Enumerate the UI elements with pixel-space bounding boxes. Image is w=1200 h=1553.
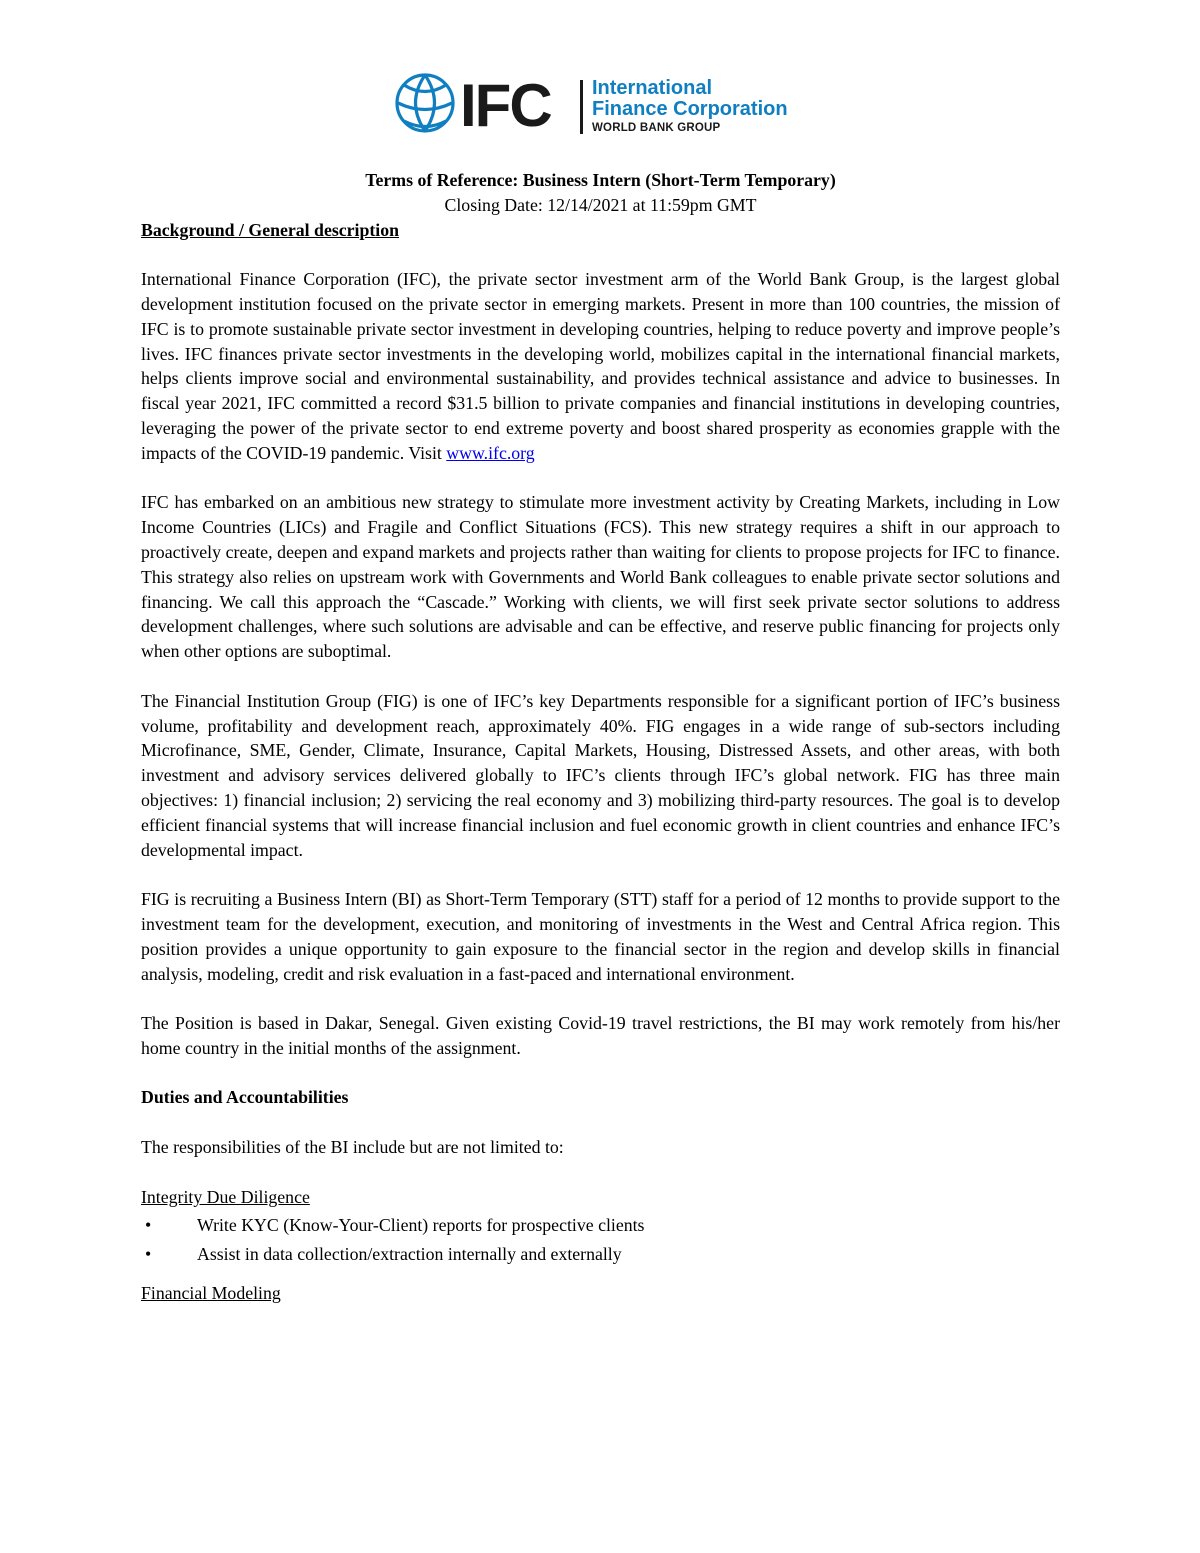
document-body	[141, 168, 1060, 1306]
ifc-website-link[interactable]: www.ifc.org	[446, 442, 535, 463]
closing-date: Closing Date: 12/14/2021 at 11:59pm GMT	[444, 194, 757, 215]
logo-line-international: International	[592, 77, 713, 99]
paragraph-ifc-overview	[141, 267, 1060, 465]
logo-line-finance-corporation: Finance Corporation	[592, 98, 788, 120]
paragraph-ifc-overview-text: International Finance Corporation (IFC), the private sector investment arm of the World Bank Group, is the largest global development institution focused on the private sector in emerging markets. Present in more than 100 countries, the mission of IFC is to promote sustainable private sector investment in developing countries, helping to reduce poverty and improve people’s lives. IFC finances private sector investments in the developing world, mobilizes capital in the international financial markets, helps clients improve social and environmental sustainability, and provides technical assistance and advice to businesses. In fiscal year 2021, IFC committed a record $31.5 billion to private companies and financial institutions in developing countries, leveraging the power of the private sector to end extreme poverty and boost shared prosperity as economies grapple with the impacts of the COVID-19 pandemic. Visit	[141, 269, 1060, 463]
list-item	[141, 1240, 1060, 1269]
section-heading-duties: Duties and Accountabilities	[141, 1087, 349, 1108]
logo-abbreviation: IFC	[460, 72, 551, 139]
paragraph-location: The Position is based in Dakar, Senegal. Given existing Covid-19 travel restrictions, the BI may work remotely from his/her home country in the initial months of the assignment.	[141, 1013, 1060, 1058]
bullet-marker: •	[145, 1244, 152, 1265]
logo-line-world-bank-group: WORLD BANK GROUP	[592, 122, 721, 134]
responsibilities-intro: The responsibilities of the BI include but are not limited to:	[141, 1137, 564, 1158]
list-item	[141, 1211, 1060, 1240]
integrity-bullet-list	[141, 1211, 1060, 1269]
subsection-heading-financial-modeling: Financial Modeling	[141, 1283, 281, 1304]
globe-icon	[394, 72, 456, 134]
paragraph-fig: The Financial Institution Group (FIG) is one of IFC’s key Departments responsible for a significant portion of IFC’s business volume, profitability and development reach, approximately 40%. FIG engages in a wide range of sub-sectors including Microfinance, SME, Gender, Climate, Insurance, Capital Markets, Housing, Distressed Assets, and other areas, with both investment and advisory services delivered globally to IFC’s clients through IFC’s global network. FIG has three main objectives: 1) financial inclusion; 2) servicing the real economy and 3) mobilizing third-party resources. The goal is to develop efficient financial systems that will increase financial inclusion and fuel economic growth in client countries and enhance IFC’s developmental impact.	[141, 690, 1060, 860]
subsection-heading-integrity: Integrity Due Diligence	[141, 1186, 310, 1207]
paragraph-strategy: IFC has embarked on an ambitious new strategy to stimulate more investment activity by Creating Markets, including in Low Income Countries (LICs) and Fragile and Conflict Situations (FCS). This new strategy requires a shift in our approach to proactively create, deepen and expand markets and projects rather than waiting for clients to propose projects for IFC to finance. This strategy also relies on upstream work with Governments and World Bank colleagues to enable private sector solutions and financing. We call this approach the “Cascade.” Working with clients, we will first seek private sector solutions to address development challenges, where such solutions are advisable and can be effective, and reserve public financing for projects only when other options are suboptimal.	[141, 492, 1060, 662]
list-item-text: Assist in data collection/extraction internally and externally	[197, 1244, 622, 1265]
section-heading-background: Background / General description	[141, 219, 400, 240]
logo-divider	[580, 80, 583, 134]
logo-wordmark	[592, 78, 788, 136]
paragraph-recruiting: FIG is recruiting a Business Intern (BI) as Short-Term Temporary (STT) staff for a period of 12 months to provide support to the investment team for the development, execution, and monitoring of investments in the West and Central Africa region. This position provides a unique opportunity to gain exposure to the financial sector in the region and develop skills in financial analysis, modeling, credit and risk evaluation in a fast-paced and international environment.	[141, 889, 1060, 984]
document-title: Terms of Reference: Business Intern (Short-Term Temporary)	[365, 170, 836, 190]
list-item-text: Write KYC (Know-Your-Client) reports for prospective clients	[197, 1215, 645, 1236]
ifc-logo	[394, 72, 814, 142]
bullet-marker: •	[145, 1215, 152, 1236]
